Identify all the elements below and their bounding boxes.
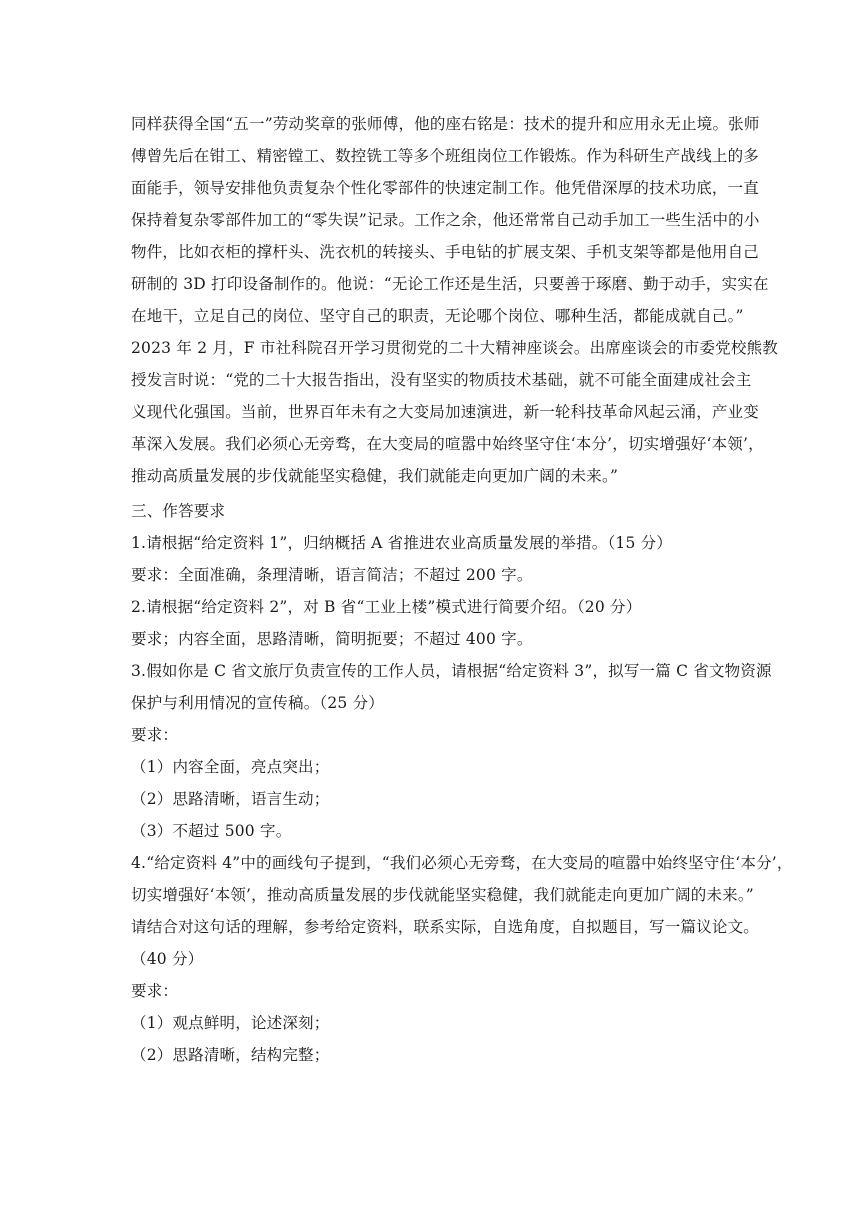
requirement-item: （1）观点鲜明，论述深刻； (131, 1014, 330, 1032)
requirement-item: （3）不超过 500 字。 (131, 822, 292, 840)
question-1-requirement: 要求：全面准确，条理清晰，语言简洁；不超过 200 字。 (131, 566, 533, 584)
section-heading: 三、作答要求 (131, 502, 226, 520)
requirement-label: 要求： (131, 982, 179, 1000)
question-3-continued: 保护与利用情况的宣传稿。（25 分） (131, 694, 385, 712)
requirement-label: 要求： (131, 726, 179, 744)
question-4: 4.“给定资料 4”中的画线句子提到，“我们必须心无旁骛，在大变局的喧嚣中始终坚守住‘本分’， (131, 854, 793, 872)
question-4-continued: 切实增强好‘本领’，推动高质量发展的步伐就能坚实稳健，我们就能走向更加广阔的未来。” (131, 886, 754, 904)
text-line: 在地干，立足自己的岗位、坚守自己的职责，无论哪个岗位、哪种生活，都能成就自己。” (131, 307, 744, 325)
text-line: 革深入发展。我们必须心无旁骛，在大变局的喧嚣中始终坚守住‘本分’，切实增强好‘本领’， (131, 435, 764, 453)
text-line: 保持着复杂零部件加工的“零失误”记录。工作之余，他还常常自己动手加工一些生活中的小 (131, 211, 760, 229)
question-4-score: （40 分） (131, 950, 204, 968)
text-line: 授发言时说：“党的二十大报告指出，没有坚实的物质技术基础，就不可能全面建成社会主 (131, 371, 752, 389)
text-line: 物件，比如衣柜的撑杆头、洗衣机的转接头、手电钻的扩展支架、手机支架等都是他用自己 (131, 243, 760, 261)
text-line: 研制的 3D 打印设备制作的。他说：“无论工作还是生活，只要善于琢磨、勤于动手，实实在 (131, 275, 769, 293)
question-3: 3.假如你是 C 省文旅厅负责宣传的工作人员，请根据“给定资料 3”，拟写一篇 C 省文物资源 (131, 662, 772, 680)
text-line: 傅曾先后在钳工、精密镗工、数控铣工等多个班组岗位工作锻炼。作为科研生产战线上的多 (131, 147, 760, 165)
requirement-item: （2）思路清晰，结构完整； (131, 1046, 330, 1064)
text-line: 推动高质量发展的步伐就能坚实稳健，我们就能走向更加广阔的未来。” (131, 467, 619, 485)
question-1: 1.请根据“给定资料 1”，归纳概括 A 省推进农业高质量发展的举措。（15 分） (131, 534, 673, 552)
text-line: 同样获得全国“五一”劳动奖章的张师傅，他的座右铭是：技术的提升和应用永无止境。张师 (131, 115, 760, 133)
question-2: 2.请根据“给定资料 2”，对 B 省“工业上楼”模式进行简要介绍。（20 分） (131, 598, 642, 616)
text-line: 义现代化强国。当前，世界百年未有之大变局加速演进，新一轮科技革命风起云涌，产业变 (131, 403, 760, 421)
question-4-continued: 请结合对这句话的理解，参考给定资料，联系实际，自选角度，自拟题目，写一篇议论文。 (131, 918, 760, 936)
question-2-requirement: 要求；内容全面，思路清晰，简明扼要；不超过 400 字。 (131, 630, 533, 648)
text-line: 面能手，领导安排他负责复杂个性化零部件的快速定制工作。他凭借深厚的技术功底，一直 (131, 179, 760, 197)
requirement-item: （1）内容全面，亮点突出； (131, 758, 330, 776)
text-line: 2023 年 2 月，F 市社科院召开学习贯彻党的二十大精神座谈会。出席座谈会的市委党校熊教 (131, 339, 778, 357)
requirement-item: （2）思路清晰，语言生动； (131, 790, 330, 808)
